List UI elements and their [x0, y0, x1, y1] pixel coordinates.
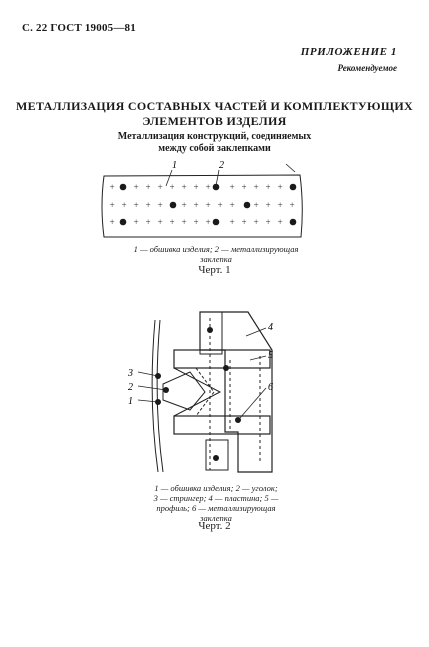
figure-1-caption-line-2: заклепка [200, 254, 232, 264]
figure-2-label-3: 3 [128, 368, 133, 379]
rivet-plus-mark: + [204, 182, 212, 192]
rivet-plus-mark: + [204, 217, 212, 227]
figure-1-label-2: 2 [219, 160, 224, 171]
appendix-title: ПРИЛОЖЕНИЕ 1 [300, 46, 397, 58]
rivet-plus-mark: + [228, 217, 236, 227]
rivet-plus-mark: + [216, 200, 224, 210]
section-subtitle-line-1: Металлизация конструкций, соединяемых [117, 131, 312, 142]
rivet-plus-mark: + [192, 200, 200, 210]
document-title-line-2: ЭЛЕМЕНТОВ ИЗДЕЛИЯ [142, 114, 287, 128]
rivet-plus-mark: + [144, 217, 152, 227]
rivet-plus-mark: + [108, 217, 116, 227]
angle-piece [163, 372, 205, 410]
figure-2-label-1: 1 [128, 396, 133, 407]
rivet-plus-mark: + [228, 182, 236, 192]
rivet-plus-mark: + [264, 182, 272, 192]
rivet-plus-mark: + [240, 182, 248, 192]
profile-bottom [206, 440, 228, 470]
rivet-plus-mark: + [180, 217, 188, 227]
figure-2-label-5: 5 [268, 350, 273, 361]
rivet-plus-mark: + [276, 217, 284, 227]
rivet-plus-mark: + [144, 182, 152, 192]
figure-2-caption-line-2: 3 — стрингер; 4 — пластина; 5 — [153, 493, 279, 503]
rivet-plus-mark: + [240, 217, 248, 227]
rivet-plus-mark: + [156, 200, 164, 210]
profile-top [200, 312, 222, 354]
stringer [174, 368, 220, 416]
rivet-plus-mark: + [132, 182, 140, 192]
rivet-plus-mark: + [252, 182, 260, 192]
figure-2-caption-line-1: 1 — обшивка изделия; 2 — уголок; [154, 483, 278, 493]
rivet-plus-mark: + [276, 200, 284, 210]
rivet-plus-mark: + [288, 200, 296, 210]
figure-1-name: Черт. 1 [198, 264, 231, 276]
rivet-plus-mark: + [192, 217, 200, 227]
rivet-plus-mark: + [156, 182, 164, 192]
rivet-plus-mark: + [204, 200, 212, 210]
rivet-plus-mark: + [264, 217, 272, 227]
rivet-plus-mark: + [168, 182, 176, 192]
rivet-plus-mark: + [144, 200, 152, 210]
figure-2-label-4: 4 [268, 322, 273, 333]
figure-2-label-2: 2 [128, 382, 133, 393]
rivet-plus-mark: + [132, 200, 140, 210]
section-subtitle-line-2: между собой заклепками [158, 143, 271, 154]
profile-horizontal-bottom [174, 416, 270, 434]
appendix-subtitle: Рекомендуемое [337, 63, 397, 73]
rivet-plus-mark: + [252, 200, 260, 210]
figure-2-caption-line-4: заклепка [200, 513, 232, 523]
rivet-plus-mark: + [228, 200, 236, 210]
rivet-plus-mark: + [108, 182, 116, 192]
document-title-line-1: МЕТАЛЛИЗАЦИЯ СОСТАВНЫХ ЧАСТЕЙ И КОМПЛЕКТУЮЩИХ [16, 99, 413, 113]
rivet-plus-mark: + [168, 217, 176, 227]
rivet-plus-mark: + [132, 217, 140, 227]
rivet-plus-mark: + [108, 200, 116, 210]
rivet-plus-mark: + [120, 200, 128, 210]
rivet-plus-mark: + [264, 200, 272, 210]
figure-2-caption-line-3: профиль; 6 — металлизирующая [156, 503, 276, 513]
page-header: С. 22 ГОСТ 19005—81 [22, 22, 136, 34]
plate [200, 312, 272, 472]
figure-2-name: Черт. 2 [198, 520, 231, 532]
skin-inner [157, 320, 163, 472]
rivet-plus-mark: + [276, 182, 284, 192]
rivet-plus-mark: + [156, 217, 164, 227]
rivet-plus-mark: + [252, 217, 260, 227]
figure-2-caption [106, 483, 326, 523]
rivet-plus-mark: + [180, 182, 188, 192]
rivet-plus-mark: + [180, 200, 188, 210]
figure-1-label-1: 1 [172, 160, 177, 171]
figure-1-caption-line-1: 1 — обшивка изделия; 2 — металлизирующая [133, 244, 299, 254]
figure-2-label-6: 6 [268, 382, 273, 393]
rivet-plus-mark: + [192, 182, 200, 192]
